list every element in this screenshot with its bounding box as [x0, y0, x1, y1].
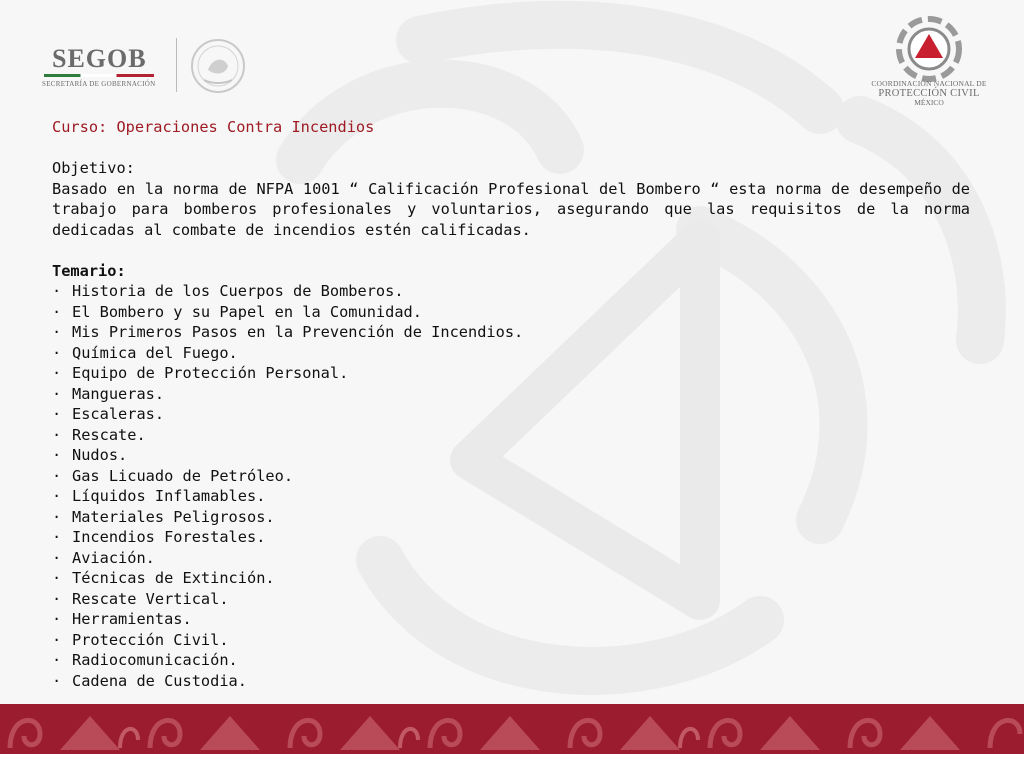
temario-item [52, 650, 970, 671]
footer-bottom-strip [0, 754, 1024, 768]
bullet-icon: · [52, 610, 62, 628]
temario-label: Temario: [52, 261, 126, 280]
temario-item [52, 404, 970, 425]
footer-pattern [0, 704, 1024, 754]
temario-item [52, 281, 970, 302]
temario-item-text: Radiocomunicación. [72, 651, 238, 669]
objective-label: Objetivo: [52, 159, 135, 177]
bullet-icon: · [52, 528, 62, 546]
objective-text: Basado en la norma de NFPA 1001 “ Calificación Profesional del Bombero “ esta norma de desempeño de trabajo para bomberos profesionales y voluntarios, asegurando que las requisitos de la norma dedicadas al combate de incendios estén calificadas. [52, 179, 970, 239]
bullet-icon: · [52, 323, 62, 341]
temario-item [52, 343, 970, 364]
bullet-icon: · [52, 425, 62, 444]
course-title: Curso: Operaciones Contra Incendios [52, 118, 375, 136]
temario-item [52, 322, 970, 343]
temario-item [52, 527, 970, 548]
temario-item-text: Gas Licuado de Petróleo. [72, 466, 294, 485]
mexican-coat-of-arms-icon [186, 36, 250, 96]
bullet-icon: · [52, 405, 62, 423]
temario-item-text: Equipo de Protección Personal. [72, 364, 349, 382]
temario-item-text: El Bombero y su Papel en la Comunidad. [72, 302, 422, 321]
temario-item-text: Incendios Forestales. [72, 528, 266, 546]
temario-item-text: Rescate Vertical. [72, 589, 229, 608]
pc-line-3: MÉXICO [914, 97, 944, 107]
page-header [0, 0, 1024, 118]
temario-list [52, 281, 970, 691]
bullet-icon: · [52, 651, 62, 669]
bullet-icon: · [52, 343, 62, 362]
spacer [52, 240, 970, 261]
bullet-icon: · [52, 569, 62, 587]
header-divider [176, 38, 177, 92]
temario-item-text: Materiales Peligrosos. [72, 507, 275, 526]
temario-item [52, 671, 970, 692]
spacer [52, 138, 970, 159]
proteccion-civil-emblem-icon [896, 16, 962, 82]
bullet-icon: · [52, 507, 62, 526]
bullet-icon: · [52, 282, 62, 300]
temario-item-text: Técnicas de Extinción. [72, 569, 275, 587]
bullet-icon: · [52, 302, 62, 321]
bullet-icon: · [52, 548, 62, 567]
bullet-icon: · [52, 589, 62, 608]
temario-item-text: Escaleras. [72, 405, 165, 423]
temario-item [52, 548, 970, 569]
temario-item [52, 384, 970, 405]
pc-line-2: PROTECCIÓN CIVIL [878, 87, 980, 99]
temario-item [52, 486, 970, 507]
temario-item-text: Historia de los Cuerpos de Bomberos. [72, 282, 404, 300]
segob-subtitle: SECRETARÍA DE GOBERNACIÓN [42, 80, 156, 88]
bullet-icon: · [52, 487, 62, 505]
temario-item [52, 445, 970, 466]
bullet-icon: · [52, 671, 62, 690]
temario-item [52, 609, 970, 630]
temario-item-text: Cadena de Custodia. [72, 671, 247, 690]
temario-item-text: Aviación. [72, 548, 155, 567]
bullet-icon: · [52, 630, 62, 649]
temario-item-text: Mis Primeros Pasos en la Prevención de Incendios. [72, 323, 524, 341]
temario-item-text: Líquidos Inflamables. [72, 487, 266, 505]
temario-item [52, 630, 970, 651]
segob-flag-stripe [44, 74, 154, 77]
temario-item [52, 568, 970, 589]
bullet-icon: · [52, 364, 62, 382]
bullet-icon: · [52, 466, 62, 485]
pc-line-1: COORDINACIÓN NACIONAL DE [871, 79, 987, 88]
course-content [52, 117, 970, 691]
footer-decorative-band [0, 704, 1024, 754]
temario-item [52, 302, 970, 323]
temario-item [52, 425, 970, 446]
temario-item-text: Protección Civil. [72, 630, 229, 649]
bullet-icon: · [52, 446, 62, 464]
temario-item [52, 589, 970, 610]
temario-item-text: Mangueras. [72, 384, 165, 403]
proteccion-civil-logo-text [862, 80, 996, 107]
segob-logo-text: SEGOB [52, 44, 147, 73]
temario-item-text: Nudos. [72, 446, 128, 464]
temario-item [52, 507, 970, 528]
bullet-icon: · [52, 384, 62, 403]
temario-item-text: Rescate. [72, 425, 146, 444]
temario-item [52, 363, 970, 384]
temario-item [52, 466, 970, 487]
temario-item-text: Química del Fuego. [72, 343, 238, 362]
temario-item-text: Herramientas. [72, 610, 192, 628]
